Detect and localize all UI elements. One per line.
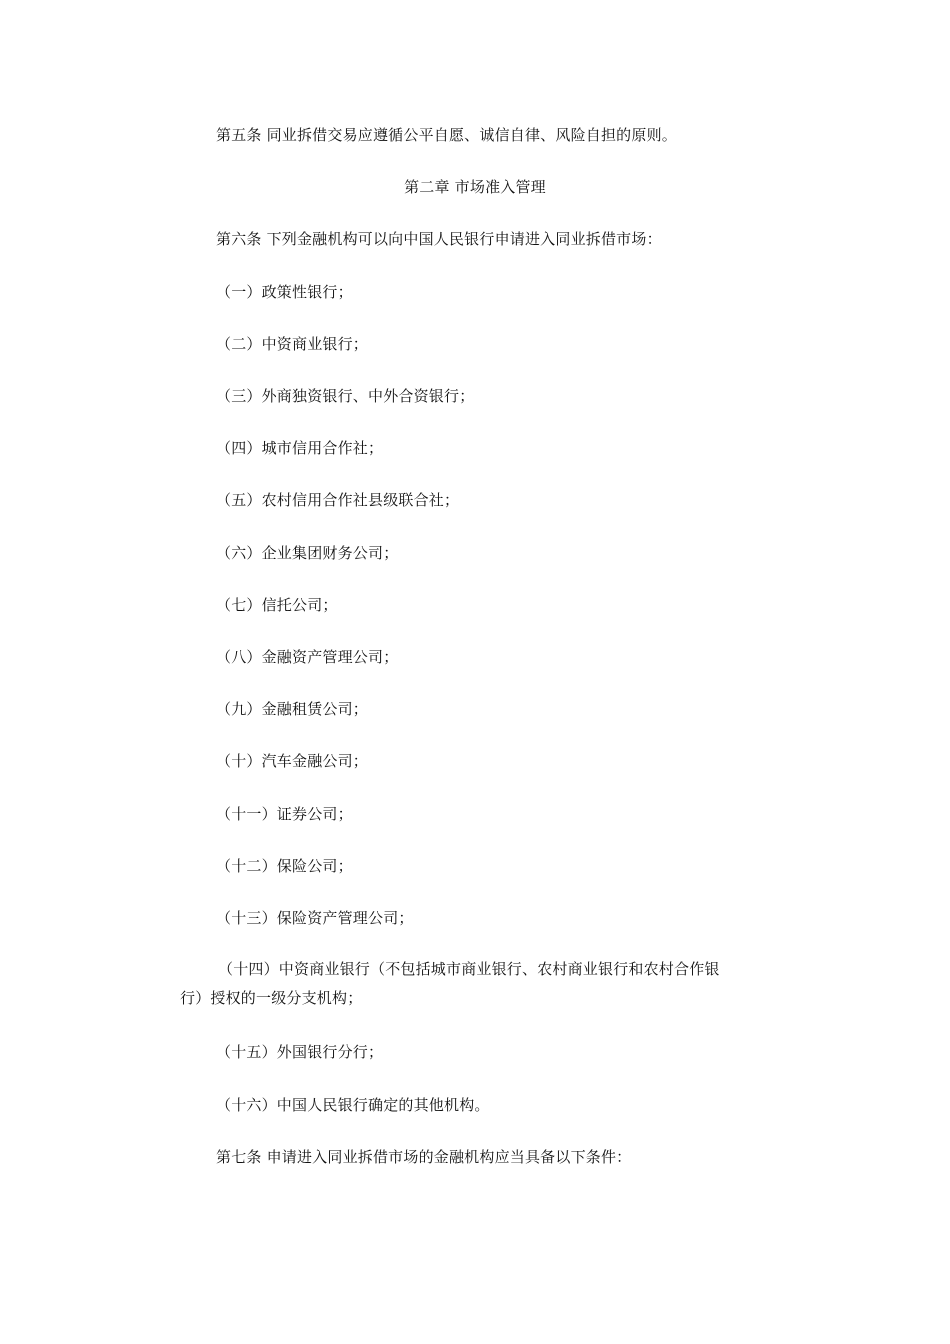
list-item: （十）汽车金融公司； <box>216 752 369 770</box>
list-item: （六）企业集团财务公司； <box>216 544 399 562</box>
chapter-2-heading: 第二章 市场准入管理 <box>404 178 546 196</box>
list-item: （十六）中国人民银行确定的其他机构。 <box>216 1096 490 1114</box>
list-item: （二）中资商业银行； <box>216 335 369 353</box>
list-item: （十二）保险公司； <box>216 857 353 875</box>
list-item: （一）政策性银行； <box>216 283 353 301</box>
list-item-14-line-1: （十四）中资商业银行（不包括城市商业银行、农村商业银行和农村合作银 <box>218 960 720 978</box>
article-6-paragraph: 第六条 下列金融机构可以向中国人民银行申请进入同业拆借市场： <box>216 230 662 248</box>
article-7-paragraph: 第七条 申请进入同业拆借市场的金融机构应当具备以下条件： <box>216 1148 632 1166</box>
list-item: （三）外商独资银行、中外合资银行； <box>216 387 475 405</box>
list-item: （九）金融租赁公司； <box>216 700 369 718</box>
article-5-paragraph: 第五条 同业拆借交易应遵循公平自愿、诚信自律、风险自担的原则。 <box>216 126 677 144</box>
list-item: （七）信托公司； <box>216 596 338 614</box>
list-item-14 <box>180 955 780 1013</box>
list-item: （八）金融资产管理公司； <box>216 648 399 666</box>
list-item: （十一）证券公司； <box>216 805 353 823</box>
list-item: （十五）外国银行分行； <box>216 1043 384 1061</box>
list-item: （十三）保险资产管理公司； <box>216 909 414 927</box>
list-item: （四）城市信用合作社； <box>216 439 384 457</box>
list-item: （五）农村信用合作社县级联合社； <box>216 491 460 509</box>
list-item-14-line-2: 行）授权的一级分支机构； <box>180 989 363 1007</box>
